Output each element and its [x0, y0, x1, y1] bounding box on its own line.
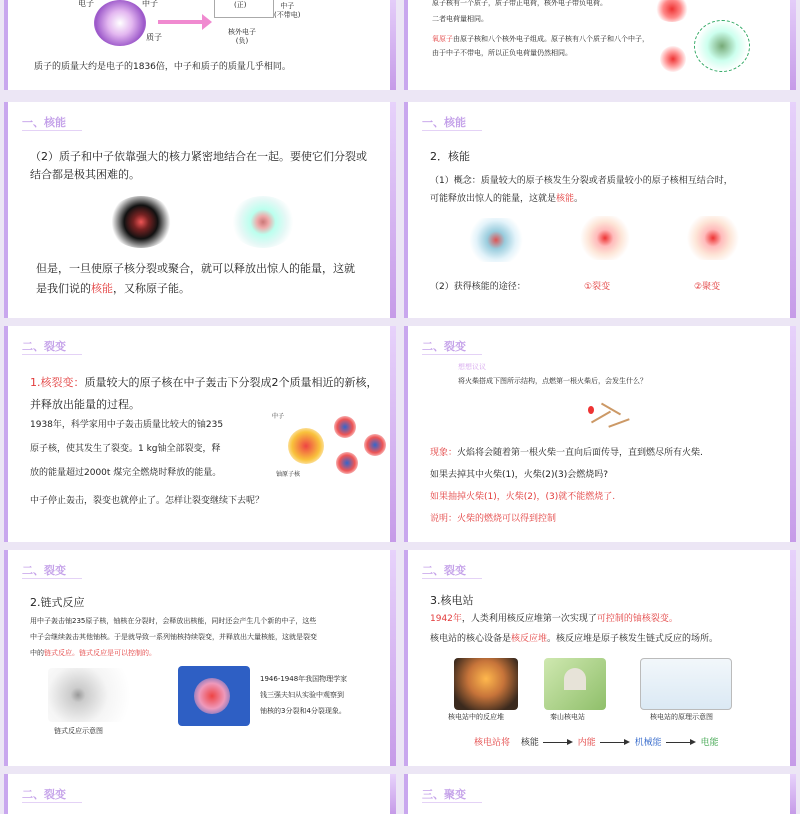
label-outer-electron: 核外电子 (负): [228, 28, 256, 46]
split-nucleus-icon: [334, 416, 356, 438]
nucleus-light-image: [230, 196, 296, 248]
section-title: 二、裂变: [22, 788, 66, 801]
section-title: 二、裂变: [22, 564, 66, 577]
energy-flow: 核电站将 核能 内能 机械能 电能: [474, 738, 719, 748]
plant-schematic-image: [640, 658, 732, 710]
slide-match-experiment[interactable]: [404, 326, 796, 542]
match-icon: [608, 418, 629, 427]
section-title: 一、核能: [22, 116, 66, 129]
section-title: 三、聚变: [422, 788, 466, 801]
nucleus-blue-image: [468, 218, 524, 262]
fusion-image: [686, 216, 740, 260]
chain-line1: 用中子轰击铀235原子核，铀核在分裂时，会释放出核能，同时还会产生几个新的中子，这些: [30, 617, 317, 625]
chain-reaction-diagram: [48, 668, 148, 722]
history-line1: 1946-1948年我国物理学家: [260, 675, 348, 683]
history-line3: 铀核的3分裂和4分裂现象。: [260, 707, 346, 715]
history-line2: 钱三强夫妇从实验中观察到: [260, 691, 344, 699]
slide-nuclear-plant[interactable]: [404, 550, 796, 766]
heading: 2.链式反应: [30, 596, 85, 609]
uranium-nucleus-icon: [288, 428, 324, 464]
hydrogen-atom-image: [654, 0, 690, 22]
dome-icon: [564, 668, 586, 690]
flame-icon: [588, 406, 594, 414]
section-title: 二、裂变: [422, 340, 466, 353]
section-title: 二、裂变: [422, 564, 466, 577]
split-photo: [178, 666, 250, 726]
label-neutron: 中子: [142, 0, 158, 8]
chain-caption: 链式反应示意图: [54, 727, 103, 735]
section-title: 一、核能: [422, 116, 466, 129]
nucleus-dark-image: [108, 196, 174, 248]
para-3: 但是，一旦使原子核分裂或聚合，就可以释放出惊人的能量，这就: [36, 262, 355, 275]
caption-qinshan: 秦山核电站: [550, 713, 585, 721]
slide-fission[interactable]: [4, 326, 396, 542]
section-title: 二、裂变: [22, 340, 66, 353]
label-uranium: 铀原子核: [276, 471, 301, 478]
caption-reactor: 核电站中的反应堆: [448, 713, 504, 721]
label-neutral: 中子 (不带电): [274, 2, 301, 20]
qinshan-plant-image: [544, 658, 606, 710]
charge-line1: 原子核有一个质子，质子带正电荷，核外电子带负电荷。: [432, 0, 607, 7]
mass-text: 质子的质量大约是电子的1836倍，中子和质子的质量几乎相同。: [34, 62, 291, 72]
arrow-icon: [543, 742, 571, 743]
slide-chain-reaction[interactable]: [4, 550, 396, 766]
nucleus-icon: [194, 678, 230, 714]
charge-line4: 由于中子不带电，所以正负电荷量仍然相同。: [432, 49, 572, 57]
history-1: 1938年，科学家用中子轰击质量比较大的铀235: [30, 420, 224, 430]
slide-nuclear-energy-1[interactable]: [4, 102, 396, 318]
fission-image: [580, 216, 630, 260]
concept-line1: （1）概念：质量较大的原子核发生分裂或者质量较小的原子核相互结合时，: [430, 176, 733, 186]
para-1: （2）质子和中子依靠强大的核力紧密地结合在一起。要使它们分裂或: [30, 150, 367, 163]
oxygen-atom-image: [694, 20, 750, 72]
heading: 3.核电站: [430, 594, 474, 607]
arrow-head-icon: [202, 14, 212, 30]
phenomenon: 现象：火焰将会随着第一根火柴一直向后面传导，直到燃尽所有火柴.: [430, 448, 703, 458]
slide-nuclear-energy-2[interactable]: [404, 102, 796, 318]
chain-line2: 中子会继续轰击其他铀核。于是就导致一系列铀核持续裂变，并释放出大量核能，这就是裂变: [30, 633, 317, 641]
history-line: 1942年，人类利用核反应堆第一次实现了可控制的铀核裂变。: [430, 614, 678, 624]
history-3: 放的能量超过2000t 煤完全燃烧时释放的能量。: [30, 468, 222, 478]
arrow-icon: [158, 20, 204, 24]
fission-link[interactable]: ①裂变: [584, 282, 611, 292]
answer-remove: 如果抽掉火柴(1)，火柴(2)，(3)就不能燃烧了.: [430, 492, 616, 502]
core-line: 核电站的核心设备是核反应堆。核反应堆是原子核发生链式反应的场所。: [430, 634, 719, 644]
slide-fusion[interactable]: [404, 774, 796, 814]
caption-schematic: 核电站的原理示意图: [650, 713, 713, 721]
ways-label: （2）获得核能的途径：: [430, 282, 526, 292]
oxygen-line: 氧原子由原子核和八个核外电子组成。原子核有八个质子和八个中子，: [432, 35, 649, 43]
chain-line3: 中的链式反应。链式反应是可以控制的。: [30, 649, 156, 657]
arrow-icon: [666, 742, 694, 743]
heading: 2．核能: [430, 150, 470, 163]
question: 中子停止轰击，裂变也就停止了。怎样让裂变继续下去呢？: [30, 496, 265, 506]
electron-image: [660, 46, 686, 72]
label-positive: (正): [234, 1, 247, 9]
label-neutron: 中子: [272, 413, 285, 420]
think-label: 想想议议: [458, 363, 486, 371]
fusion-link[interactable]: ②聚变: [694, 282, 721, 292]
split-nucleus-icon: [336, 452, 358, 474]
label-proton: 质子: [146, 33, 162, 42]
reactor-photo: [454, 658, 518, 710]
slide-charge[interactable]: [404, 0, 796, 90]
fission-def-line1: 1.核裂变：质量较大的原子核在中子轰击下分裂成2个质量相近的新核，: [30, 376, 378, 389]
concept-line2: 可能释放出惊人的能量，这就是核能。: [430, 194, 584, 204]
history-2: 原子核，使其发生了裂变。1 kg铀全部裂变，释: [30, 444, 221, 454]
slide-fission-2[interactable]: [4, 774, 396, 814]
atom-image: [94, 0, 146, 46]
matches-image: [586, 398, 636, 438]
fission-def-line2: 并释放出能量的过程。: [30, 398, 140, 411]
question-remove: 如果去掉其中火柴(1)，火柴(2)(3)会燃烧吗?: [430, 470, 609, 480]
match-icon: [591, 411, 611, 424]
slide-atom-structure[interactable]: [4, 0, 396, 90]
para-4: 是我们说的核能，又称原子能。: [36, 282, 190, 295]
arrow-icon: [600, 742, 628, 743]
label-electron: 电子: [78, 0, 94, 8]
split-nucleus-icon: [364, 434, 386, 456]
fission-diagram: [272, 412, 392, 484]
match-question: 将火柴搭成下图所示结构，点燃第一根火柴后，会发生什么？: [458, 377, 647, 385]
charge-line2: 二者电荷量相同。: [432, 15, 488, 23]
para-2: 结合都是极其困难的。: [30, 168, 140, 181]
conclusion: 说明：火柴的燃烧可以得到控制: [430, 514, 557, 524]
